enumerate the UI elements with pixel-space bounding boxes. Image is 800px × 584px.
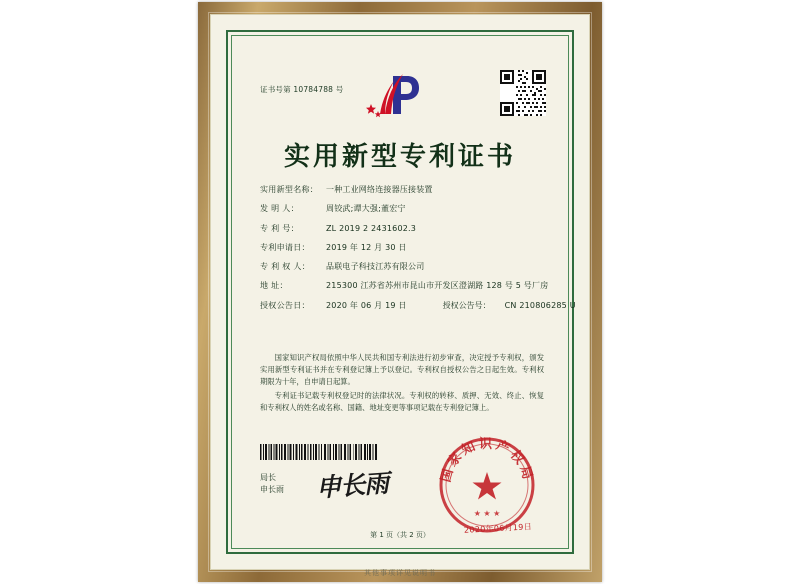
field-value: ZL 2019 2 2431602.3	[326, 223, 417, 233]
svg-text:★ ★ ★: ★ ★ ★	[473, 509, 501, 518]
legal-text	[260, 352, 544, 417]
patent-office-logo-icon	[363, 70, 437, 122]
field-row-patentee	[260, 263, 544, 272]
seal-date: 2020年06月19日	[463, 522, 533, 535]
signature-name: 申长雨	[260, 484, 284, 494]
field-row-patent-number	[260, 225, 544, 234]
certificate-number: 证书号第 10784788 号	[260, 85, 344, 94]
page-title: 实用新型专利证书	[283, 142, 516, 172]
field-label: 发 明 人：	[260, 204, 299, 214]
field-list	[260, 185, 576, 321]
official-seal	[438, 436, 536, 534]
field-label: 专 利 权 人：	[260, 262, 311, 272]
field-row-inventor	[260, 205, 544, 214]
field-label: 专利申请日：	[260, 242, 310, 252]
bottom-note: 其他事项详见说明书	[364, 569, 436, 577]
field-row-grant	[260, 300, 576, 311]
field-label: 地 址：	[260, 281, 288, 291]
field-value: 品联电子科技江苏有限公司	[326, 262, 425, 272]
field-row-address	[260, 281, 549, 291]
field-label-grant-number: 授权公告号：	[442, 300, 491, 310]
signature-title: 局长	[260, 473, 276, 482]
field-row-name	[260, 186, 544, 195]
certificate-paper	[210, 14, 590, 570]
field-value: 215300 江苏省苏州市昆山市开发区澄湖路 128 号 5 号厂房	[326, 281, 549, 291]
field-value-grant-number: CN 210806285 U	[504, 300, 576, 310]
signature-block	[260, 472, 284, 495]
certificate-content	[238, 40, 576, 544]
field-value: 周铰武;谭大强;董宏宁	[326, 204, 406, 214]
field-value-grant-date: 2020 年 06 月 19 日	[326, 300, 407, 310]
page-indicator: 第 1 页（共 2 页）	[370, 531, 430, 539]
legal-paragraph-1: 国家知识产权局依照中华人民共和国专利法进行初步审查，决定授予专利权，颁发实用新型专利证书并在专利登记簿上予以登记。专利权自授权公告之日起生效。专利权期限为十年，自申请日起算。	[260, 353, 544, 386]
field-label: 专 利 号：	[260, 223, 299, 233]
certificate-frame	[198, 2, 602, 582]
barcode	[260, 444, 378, 460]
field-label-grant-date: 授权公告日：	[260, 300, 310, 310]
field-value: 一种工业网络连接器压接装置	[326, 185, 433, 194]
svg-text:国家知识产权局: 国家知识产权局	[438, 437, 536, 484]
legal-paragraph-2: 专利证书记载专利权登记时的法律状况。专利权的转移、质押、无效、终止、恢复和专利权人的姓名或名称、国籍、地址变更等事项记载在专利登记簿上。	[260, 391, 544, 413]
qr-code	[500, 70, 546, 116]
field-label: 实用新型名称：	[260, 185, 319, 194]
field-row-application-date	[260, 244, 544, 253]
handwritten-signature: 申长雨	[315, 468, 390, 503]
field-value: 2019 年 12 月 30 日	[326, 242, 407, 252]
